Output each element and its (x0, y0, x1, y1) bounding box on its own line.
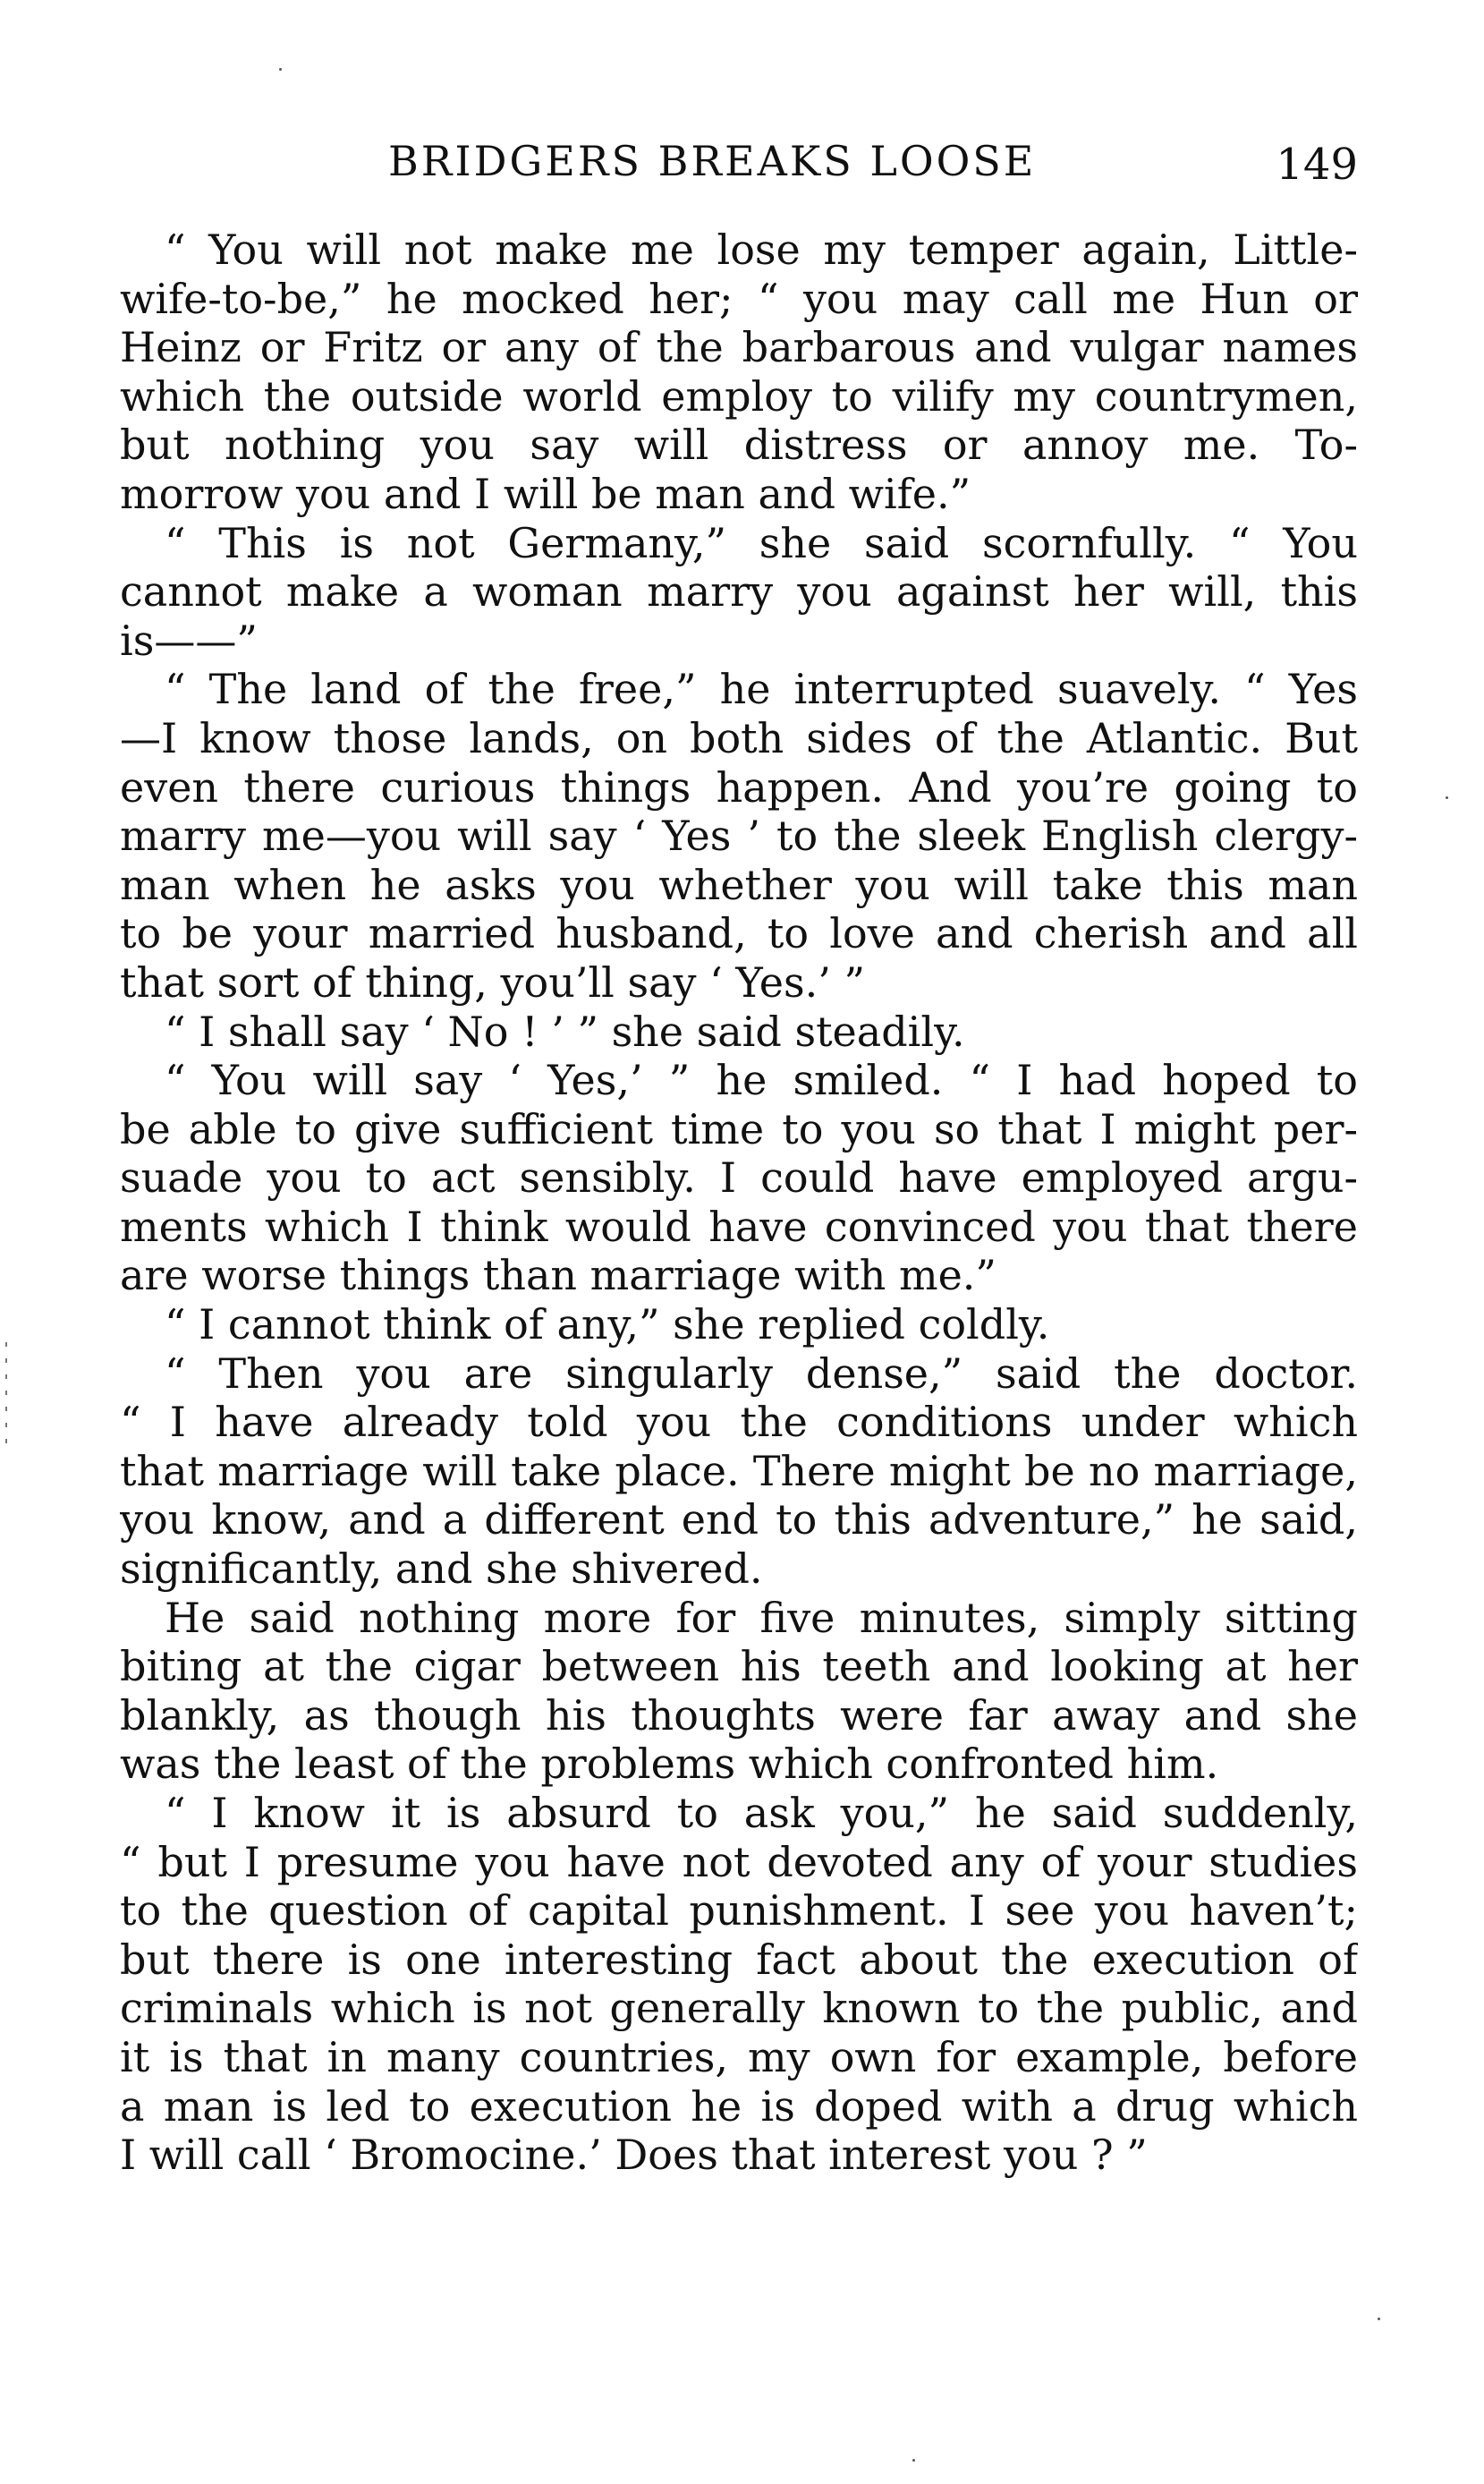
text-line: ments which I think would have convinced you that there (120, 1202, 1358, 1251)
text-line: to the question of capital punishment. I see you haven’t; (120, 1886, 1358, 1935)
text-line: “ The land of the free,” he interrupted suavely. “ Yes (165, 665, 1358, 714)
paragraph (120, 225, 1358, 519)
text-line: be able to give sufficient time to you so that I might per- (120, 1104, 1358, 1153)
paragraph (120, 519, 1358, 666)
text-line: “ but I presume you have not devoted any of your studies (120, 1837, 1358, 1886)
text-line: that sort of thing, you’ll say ‘ Yes.’ ” (120, 957, 865, 1007)
text-line: to be your married husband, to love and cherish and all (120, 909, 1358, 958)
text-line: that marriage will take place. There might be no marriage, (120, 1446, 1358, 1495)
paragraph (120, 1056, 1358, 1300)
text-line: but there is one interesting fact about the execution of (120, 1935, 1358, 1984)
text-line: suade you to act sensibly. I could have employed argu- (120, 1153, 1358, 1203)
text-line: —I know those lands, on both sides of the Atlantic. But (120, 713, 1358, 762)
paragraph (120, 1594, 1358, 1789)
text-line: is——” (120, 616, 258, 665)
text-line: He said nothing more for five minutes, simply sitting (165, 1593, 1358, 1642)
text-line: man when he asks you whether you will take this man (120, 860, 1358, 909)
text-line: you know, and a different end to this adventure,” he said, (120, 1495, 1358, 1544)
running-title: BRIDGERS BREAKS LOOSE (388, 137, 1037, 185)
body-text (120, 225, 1358, 2180)
text-line: “ You will say ‘ Yes,’ ” he smiled. “ I had hoped to (165, 1056, 1358, 1105)
text-line: a man is led to execution he is doped with a drug which (120, 2081, 1358, 2131)
text-line: “ I have already told you the conditions under which (120, 1398, 1358, 1447)
text-line: marry me—you will say ‘ Yes ’ to the sleek English clergy- (120, 812, 1358, 861)
text-line: it is that in many countries, my own for example, before (120, 2032, 1358, 2081)
text-line: was the least of the problems which confronted him. (120, 1740, 1219, 1789)
scan-speck (1378, 2318, 1380, 2320)
paragraph (120, 665, 1358, 1007)
paragraph (120, 1300, 1358, 1349)
text-line: are worse things than marriage with me.” (120, 1251, 996, 1300)
text-line: “ This is not Germany,” she said scornfully. “ You (165, 518, 1358, 567)
page-number: 149 (1276, 140, 1358, 190)
text-line: but nothing you say will distress or annoy me. To- (120, 421, 1358, 470)
text-line: I will call ‘ Bromocine.’ Does that interest you ? ” (120, 2131, 1148, 2180)
text-line: wife-to-be,” he mocked her; “ you may call me Hun or (120, 274, 1358, 323)
text-line: “ Then you are singularly dense,” said the doctor. (165, 1348, 1358, 1398)
text-line: morrow you and I will be man and wife.” (120, 469, 971, 518)
text-line: criminals which is not generally known to the public, and (120, 1984, 1358, 2033)
scan-speck (279, 68, 282, 71)
text-line: “ I know it is absurd to ask you,” he said suddenly, (165, 1789, 1358, 1837)
scan-speck (912, 2459, 915, 2462)
text-line: Heinz or Fritz or any of the barbarous and vulgar names (120, 323, 1358, 372)
scan-margin-specks (0, 1342, 13, 1450)
text-line: which the outside world employ to vilify my countrymen, (120, 371, 1358, 421)
paragraph (120, 1008, 1358, 1057)
text-line: “ I shall say ‘ No ! ’ ” she said steadily. (165, 1007, 965, 1056)
text-line: cannot make a woman marry you against her will, this (120, 567, 1358, 617)
text-line: significantly, and she shivered. (120, 1544, 763, 1594)
paragraph (120, 1349, 1358, 1594)
text-line: “ You will not make me lose my temper again, Little- (165, 225, 1358, 274)
paragraph (120, 1789, 1358, 2180)
text-line: blankly, as though his thoughts were far away and she (120, 1690, 1358, 1740)
running-header (120, 134, 1358, 188)
text-line: biting at the cigar between his teeth and looking at her (120, 1642, 1358, 1691)
text-line: even there curious things happen. And you’re going to (120, 762, 1358, 812)
scan-speck (1446, 796, 1448, 799)
text-line: “ I cannot think of any,” she replied coldly. (165, 1300, 1050, 1349)
